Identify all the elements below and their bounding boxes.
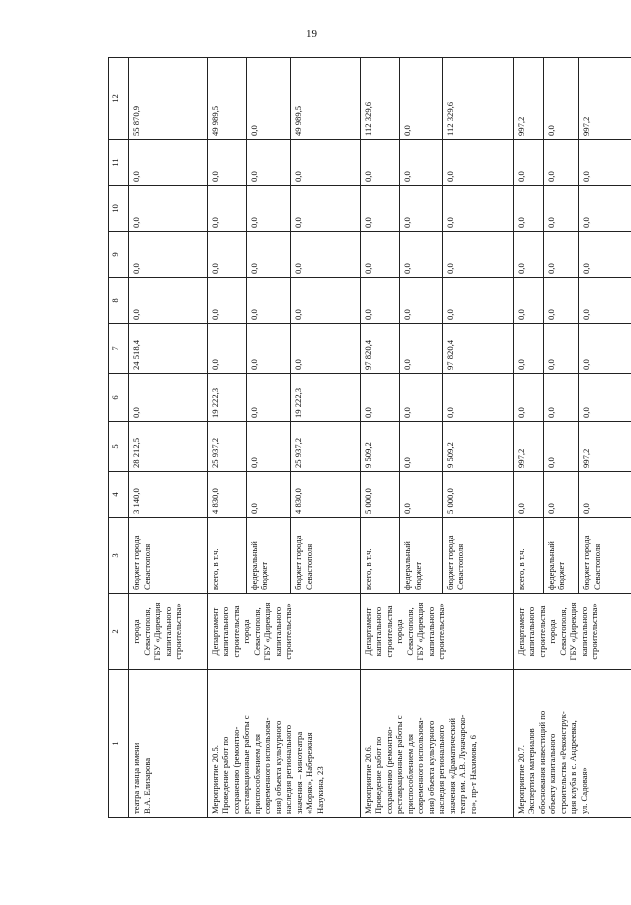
cell-text-line: Департамент xyxy=(515,607,526,656)
amount-cell-c8: 0,0 xyxy=(129,278,208,324)
amount-cell-c5: 0,0 xyxy=(543,422,579,472)
page-number: 19 xyxy=(306,28,317,40)
cell-text-line: Департамент xyxy=(362,607,373,656)
amount-cell-c11: 0,0 xyxy=(129,140,208,186)
amount-cell-c9: 0,0 xyxy=(360,232,400,278)
amount-cell-c4: 0,0 xyxy=(400,472,442,518)
amount-cell-c5: 997,2 xyxy=(579,422,631,472)
funding-source-cell xyxy=(513,518,543,594)
cell-text-line: современного использова- xyxy=(415,717,426,814)
amount-cell-c9: 0,0 xyxy=(207,232,246,278)
amount-cell-c6: 19 222,3 xyxy=(291,374,360,422)
amount-cell-c7: 0,0 xyxy=(207,324,246,374)
funding-source-cell xyxy=(129,518,208,594)
cell-text-line: капитального xyxy=(578,606,589,657)
column-header-3: 3 xyxy=(109,518,129,594)
cell-text-line: ГБУ «Дирекция xyxy=(568,602,578,661)
cell-text-line: Севастополя xyxy=(591,543,602,590)
funding-source-cell xyxy=(360,518,400,594)
cell-text-line: бюджет города xyxy=(293,535,304,590)
amount-cell-c6: 0,0 xyxy=(360,374,400,422)
amount-cell-c8: 0,0 xyxy=(400,278,442,324)
amount-cell-c10: 0,0 xyxy=(442,186,513,232)
amount-cell-c8: 0,0 xyxy=(579,278,631,324)
cell-text-line: ния) объекта культурного xyxy=(272,720,283,814)
cell-text-line: бюджет xyxy=(556,561,567,590)
amount-cell-c4: 4 830,0 xyxy=(207,472,246,518)
amount-cell-c12: 55 870,9 xyxy=(129,58,208,140)
cell-text-line: строительства xyxy=(230,605,241,658)
cell-text-line: Мероприятие 20.6. xyxy=(362,745,373,814)
column-header-1: 1 xyxy=(109,670,129,818)
amount-cell-c6: 0,0 xyxy=(442,374,513,422)
amount-cell-c11: 0,0 xyxy=(513,140,543,186)
amount-cell-c8: 0,0 xyxy=(207,278,246,324)
amount-cell-c4: 0,0 xyxy=(579,472,631,518)
amount-cell-c6: 19 222,3 xyxy=(207,374,246,422)
amount-cell-c12: 49 989,5 xyxy=(291,58,360,140)
amount-cell-c7: 0,0 xyxy=(246,324,290,374)
amount-cell-c9: 0,0 xyxy=(543,232,579,278)
measure-name-cell xyxy=(129,670,208,818)
table-row xyxy=(513,58,543,818)
amount-cell-c8: 0,0 xyxy=(246,278,290,324)
cell-text-line: реставрационные работы с xyxy=(394,715,405,814)
cell-text-line: Мероприятие 20.5. xyxy=(209,745,220,814)
column-header-7: 7 xyxy=(109,324,129,374)
executor-cell xyxy=(129,594,208,670)
amount-cell-c5: 25 937,2 xyxy=(291,422,360,472)
column-header-2: 2 xyxy=(109,594,129,670)
cell-text-line: строительства» xyxy=(436,603,447,660)
amount-cell-c8: 0,0 xyxy=(543,278,579,324)
funding-source-cell xyxy=(543,518,579,594)
column-header-11: 11 xyxy=(109,140,129,186)
amount-cell-c11: 0,0 xyxy=(360,140,400,186)
amount-cell-c12: 49 989,5 xyxy=(207,58,246,140)
amount-cell-c6: 0,0 xyxy=(246,374,290,422)
cell-text-line: капитального xyxy=(272,606,283,657)
amount-cell-c7: 0,0 xyxy=(543,324,579,374)
cell-text-line: ния) объекта культурного xyxy=(425,720,436,814)
measure-name-cell xyxy=(513,670,631,818)
amount-cell-c7: 0,0 xyxy=(400,324,442,374)
amount-cell-c7: 0,0 xyxy=(291,324,360,374)
column-header-12: 12 xyxy=(109,58,129,140)
amount-cell-c9: 0,0 xyxy=(246,232,290,278)
amount-cell-c11: 0,0 xyxy=(543,140,579,186)
amount-cell-c5: 9 509,2 xyxy=(442,422,513,472)
cell-text-line: театра танца имени xyxy=(131,742,142,814)
cell-text-line: Назукина, 23 xyxy=(314,766,325,814)
rotated-table-container xyxy=(108,58,631,818)
amount-cell-c10: 0,0 xyxy=(579,186,631,232)
amount-cell-c9: 0,0 xyxy=(400,232,442,278)
funding-source-cell xyxy=(291,518,360,594)
cell-text-line: го», пр-т Нахимова, 6 xyxy=(467,735,478,814)
cell-text-line: сохранению (ремонтно- xyxy=(230,726,241,814)
amount-cell-c8: 0,0 xyxy=(291,278,360,324)
amount-cell-c12: 112 329,6 xyxy=(360,58,400,140)
cell-text-line: наследия регионального xyxy=(436,724,447,814)
column-header-10: 10 xyxy=(109,186,129,232)
amount-cell-c4: 0,0 xyxy=(513,472,543,518)
cell-text-line: капитального xyxy=(162,606,173,657)
amount-cell-c9: 0,0 xyxy=(513,232,543,278)
funding-source-cell xyxy=(207,518,246,594)
cell-text-line: города xyxy=(131,619,142,644)
amount-cell-c12: 112 329,6 xyxy=(442,58,513,140)
cell-text-line: бюджет города xyxy=(581,535,592,590)
cell-text-line: Севастополя, xyxy=(251,607,262,656)
cell-text-line: приспособлением для xyxy=(404,733,415,814)
cell-text-line: Севастополя xyxy=(455,543,466,590)
amount-cell-c12: 997,2 xyxy=(513,58,543,140)
cell-text-line: капитального xyxy=(373,606,384,657)
cell-text-line: объекту капитального xyxy=(547,733,557,814)
cell-text-line: сохранению (ремонтно- xyxy=(383,726,394,814)
executor-cell xyxy=(360,594,513,670)
amount-cell-c6: 0,0 xyxy=(543,374,579,422)
header-row xyxy=(109,58,129,818)
amount-cell-c6: 0,0 xyxy=(579,374,631,422)
amount-cell-c4: 0,0 xyxy=(543,472,579,518)
cell-text-line: Севастополя, xyxy=(557,607,568,656)
cell-text-line: города xyxy=(241,619,252,644)
amount-cell-c8: 0,0 xyxy=(442,278,513,324)
cell-text-line: ГБУ «Дирекция xyxy=(152,602,163,661)
amount-cell-c9: 0,0 xyxy=(291,232,360,278)
amount-cell-c9: 0,0 xyxy=(442,232,513,278)
cell-text-line: «Моряк», Набережная xyxy=(304,732,315,814)
amount-cell-c10: 0,0 xyxy=(543,186,579,232)
amount-cell-c9: 0,0 xyxy=(579,232,631,278)
amount-cell-c4: 0,0 xyxy=(246,472,290,518)
cell-text-line: капитального xyxy=(526,606,536,657)
cell-text-line: Севастополя xyxy=(303,543,314,590)
amount-cell-c12: 997,2 xyxy=(579,58,631,140)
cell-text-line: бюджет города xyxy=(444,535,455,590)
cell-text-line: Экспертиза материалов xyxy=(526,728,536,814)
amount-cell-c10: 0,0 xyxy=(513,186,543,232)
executor-cell xyxy=(513,594,631,670)
amount-cell-c10: 0,0 xyxy=(207,186,246,232)
amount-cell-c11: 0,0 xyxy=(579,140,631,186)
cell-text-line: ГБУ «Дирекция xyxy=(262,602,273,661)
cell-text-line: Проведение работ по xyxy=(373,736,384,814)
amount-cell-c7: 0,0 xyxy=(513,324,543,374)
table-row xyxy=(360,58,400,818)
amount-cell-c5: 25 937,2 xyxy=(207,422,246,472)
cell-text-line: приспособлением для xyxy=(251,733,262,814)
amount-cell-c5: 28 212,5 xyxy=(129,422,208,472)
amount-cell-c7: 97 820,4 xyxy=(360,324,400,374)
cell-text-line: Департамент xyxy=(209,607,220,656)
column-header-8: 8 xyxy=(109,278,129,324)
funding-source-cell xyxy=(442,518,513,594)
table-row xyxy=(129,58,208,818)
cell-text-line: значения – кинотеатра xyxy=(293,731,304,814)
cell-text-line: города xyxy=(394,619,405,644)
amount-cell-c11: 0,0 xyxy=(246,140,290,186)
amount-cell-c8: 0,0 xyxy=(513,278,543,324)
cell-text-line: обоснования инвестиций по xyxy=(536,710,547,814)
table-row xyxy=(207,58,246,818)
amount-cell-c12: 0,0 xyxy=(400,58,442,140)
amount-cell-c10: 0,0 xyxy=(291,186,360,232)
cell-text-line: ция клуба в с. Андреевка, xyxy=(568,720,578,814)
funding-source-cell xyxy=(246,518,290,594)
cell-text-line: Мероприятие 20.7. xyxy=(515,745,526,814)
cell-text-line: города xyxy=(547,619,557,644)
amount-cell-c9: 0,0 xyxy=(129,232,208,278)
amount-cell-c11: 0,0 xyxy=(207,140,246,186)
cell-text-line: ГБУ «Дирекция xyxy=(415,602,426,661)
column-header-9: 9 xyxy=(109,232,129,278)
cell-text-line: всего, в т.ч. xyxy=(362,548,373,590)
cell-text-line: значения «Драматический xyxy=(446,717,457,814)
cell-text-line: строительства» xyxy=(173,603,184,660)
table-body xyxy=(109,58,631,818)
amount-cell-c8: 0,0 xyxy=(360,278,400,324)
cell-text-line: капитального xyxy=(220,606,231,657)
measure-name-cell xyxy=(207,670,360,818)
amount-cell-c10: 0,0 xyxy=(360,186,400,232)
amount-cell-c4: 5 000,0 xyxy=(442,472,513,518)
column-header-6: 6 xyxy=(109,374,129,422)
amount-cell-c7: 24 518,4 xyxy=(129,324,208,374)
measure-name-cell xyxy=(360,670,513,818)
amount-cell-c5: 0,0 xyxy=(246,422,290,472)
cell-text-line: бюджет xyxy=(412,561,423,590)
budget-table xyxy=(108,57,631,818)
amount-cell-c7: 0,0 xyxy=(579,324,631,374)
funding-source-cell xyxy=(579,518,631,594)
cell-text-line: федеральный xyxy=(545,541,556,590)
cell-text-line: Севастополя, xyxy=(404,607,415,656)
cell-text-line: федеральный xyxy=(402,541,413,590)
amount-cell-c6: 0,0 xyxy=(129,374,208,422)
cell-text-line: театр им. А.В. Луначарско- xyxy=(457,714,468,814)
cell-text-line: бюджет города xyxy=(131,535,142,590)
amount-cell-c4: 3 140,0 xyxy=(129,472,208,518)
amount-cell-c6: 0,0 xyxy=(513,374,543,422)
cell-text-line: Севастополя, xyxy=(141,607,152,656)
cell-text-line: наследия регионального xyxy=(283,724,294,814)
column-header-5: 5 xyxy=(109,422,129,472)
cell-text-line: строительства xyxy=(536,605,547,658)
amount-cell-c4: 5 000,0 xyxy=(360,472,400,518)
amount-cell-c10: 0,0 xyxy=(400,186,442,232)
amount-cell-c4: 4 830,0 xyxy=(291,472,360,518)
cell-text-line: В.А. Елизарова xyxy=(141,757,152,814)
cell-text-line: строительства» xyxy=(283,603,294,660)
amount-cell-c12: 0,0 xyxy=(246,58,290,140)
cell-text-line: всего, в т.ч. xyxy=(515,548,526,590)
amount-cell-c11: 0,0 xyxy=(442,140,513,186)
amount-cell-c10: 0,0 xyxy=(246,186,290,232)
amount-cell-c6: 0,0 xyxy=(400,374,442,422)
cell-text-line: ул. Садовая» xyxy=(578,767,589,814)
cell-text-line: современного использова- xyxy=(262,717,273,814)
cell-text-line: капитального xyxy=(425,606,436,657)
cell-text-line: бюджет xyxy=(259,561,270,590)
cell-text-line: реставрационные работы с xyxy=(241,715,252,814)
amount-cell-c11: 0,0 xyxy=(291,140,360,186)
amount-cell-c5: 9 509,2 xyxy=(360,422,400,472)
executor-cell xyxy=(207,594,360,670)
amount-cell-c10: 0,0 xyxy=(129,186,208,232)
amount-cell-c5: 0,0 xyxy=(400,422,442,472)
amount-cell-c5: 997,2 xyxy=(513,422,543,472)
cell-text-line: строительства «Реконструк- xyxy=(557,711,568,814)
cell-text-line: строительства xyxy=(383,605,394,658)
cell-text-line: строительства» xyxy=(589,603,599,660)
amount-cell-c12: 0,0 xyxy=(543,58,579,140)
funding-source-cell xyxy=(400,518,442,594)
cell-text-line: Проведение работ по xyxy=(220,736,231,814)
amount-cell-c7: 97 820,4 xyxy=(442,324,513,374)
column-header-4: 4 xyxy=(109,472,129,518)
cell-text-line: всего, в т.ч. xyxy=(209,548,220,590)
amount-cell-c11: 0,0 xyxy=(400,140,442,186)
cell-text-line: Севастополя xyxy=(141,543,152,590)
cell-text-line: федеральный xyxy=(248,541,259,590)
